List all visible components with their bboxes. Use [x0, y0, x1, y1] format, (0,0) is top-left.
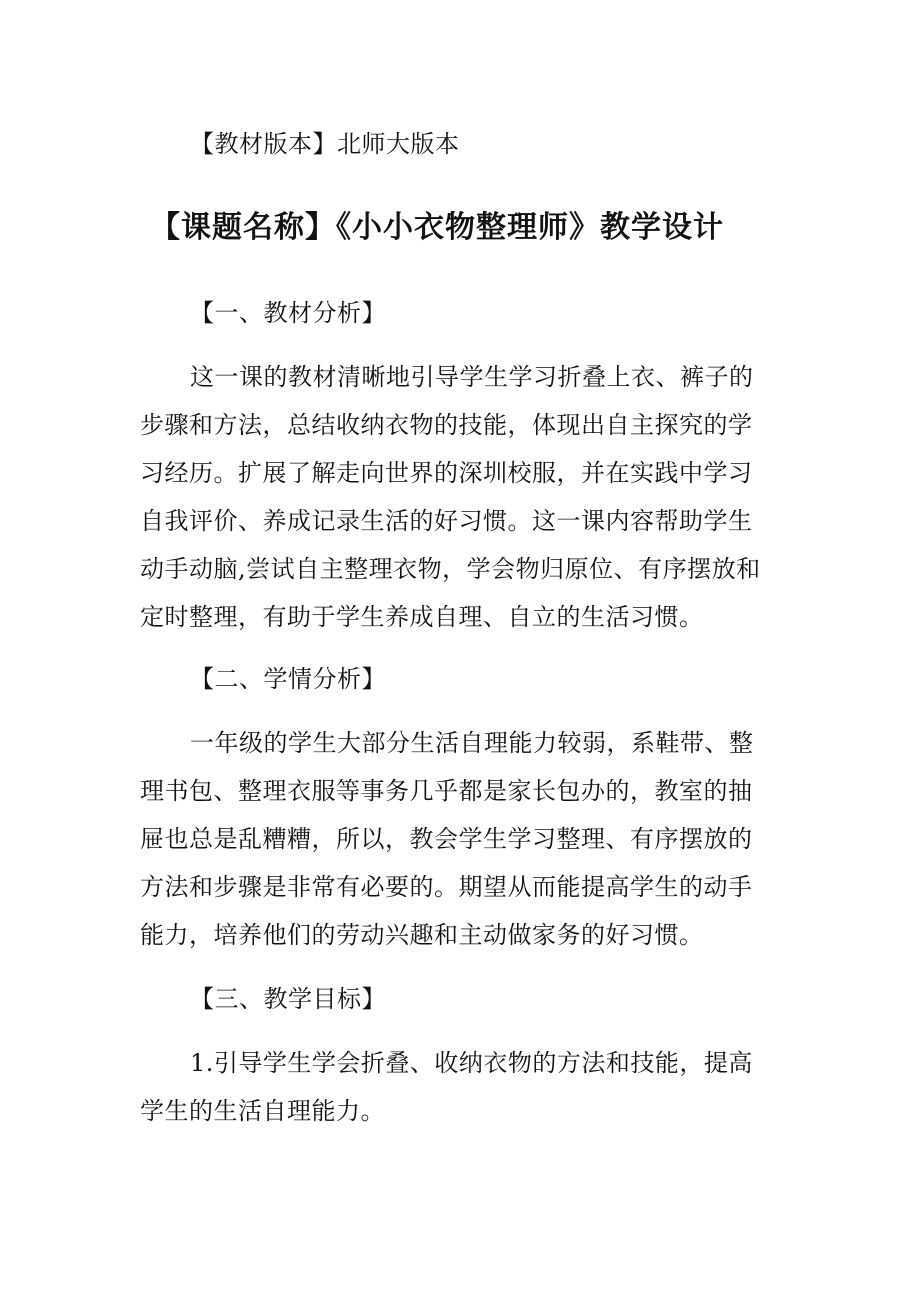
edition-line: 【教材版本】北师大版本 — [190, 130, 460, 158]
paragraph-line: 1.引导学生学会折叠、收纳衣物的方法和技能，提高 — [190, 1049, 753, 1077]
paragraph-line: 这一课的教材清晰地引导学生学习折叠上衣、裤子的 — [190, 363, 754, 391]
paragraph-line: 方法和步骤是非常有必要的。期望从而能提高学生的动手 — [140, 873, 753, 901]
section-heading: 【一、教材分析】 — [190, 299, 386, 327]
paragraph-line: 习经历。扩展了解走向世界的深圳校服，并在实践中学习 — [140, 459, 753, 487]
paragraph-line: 定时整理，有助于学生养成自理、自立的生活习惯。 — [140, 603, 704, 631]
paragraph-line: 自我评价、养成记录生活的好习惯。这一课内容帮助学生 — [140, 507, 753, 535]
section-heading: 【三、教学目标】 — [190, 985, 386, 1013]
paragraph-line: 学生的生活自理能力。 — [140, 1097, 385, 1125]
paragraph-line: 步骤和方法，总结收纳衣物的技能，体现出自主探究的学 — [140, 411, 753, 439]
paragraph-line: 一年级的学生大部分生活自理能力较弱，系鞋带、整 — [190, 729, 754, 757]
document-title: 【课题名称】《小小衣物整理师》教学设计 — [150, 210, 724, 245]
paragraph-line: 理书包、整理衣服等事务几乎都是家长包办的，教室的抽 — [140, 777, 753, 805]
paragraph-line: 屉也总是乱糟糟，所以，教会学生学习整理、有序摆放的 — [140, 825, 753, 853]
section-heading: 【二、学情分析】 — [190, 665, 386, 693]
paragraph-line: 动手动脑,尝试自主整理衣物，学会物归原位、有序摆放和 — [140, 555, 761, 583]
paragraph-line: 能力，培养他们的劳动兴趣和主动做家务的好习惯。 — [140, 921, 704, 949]
